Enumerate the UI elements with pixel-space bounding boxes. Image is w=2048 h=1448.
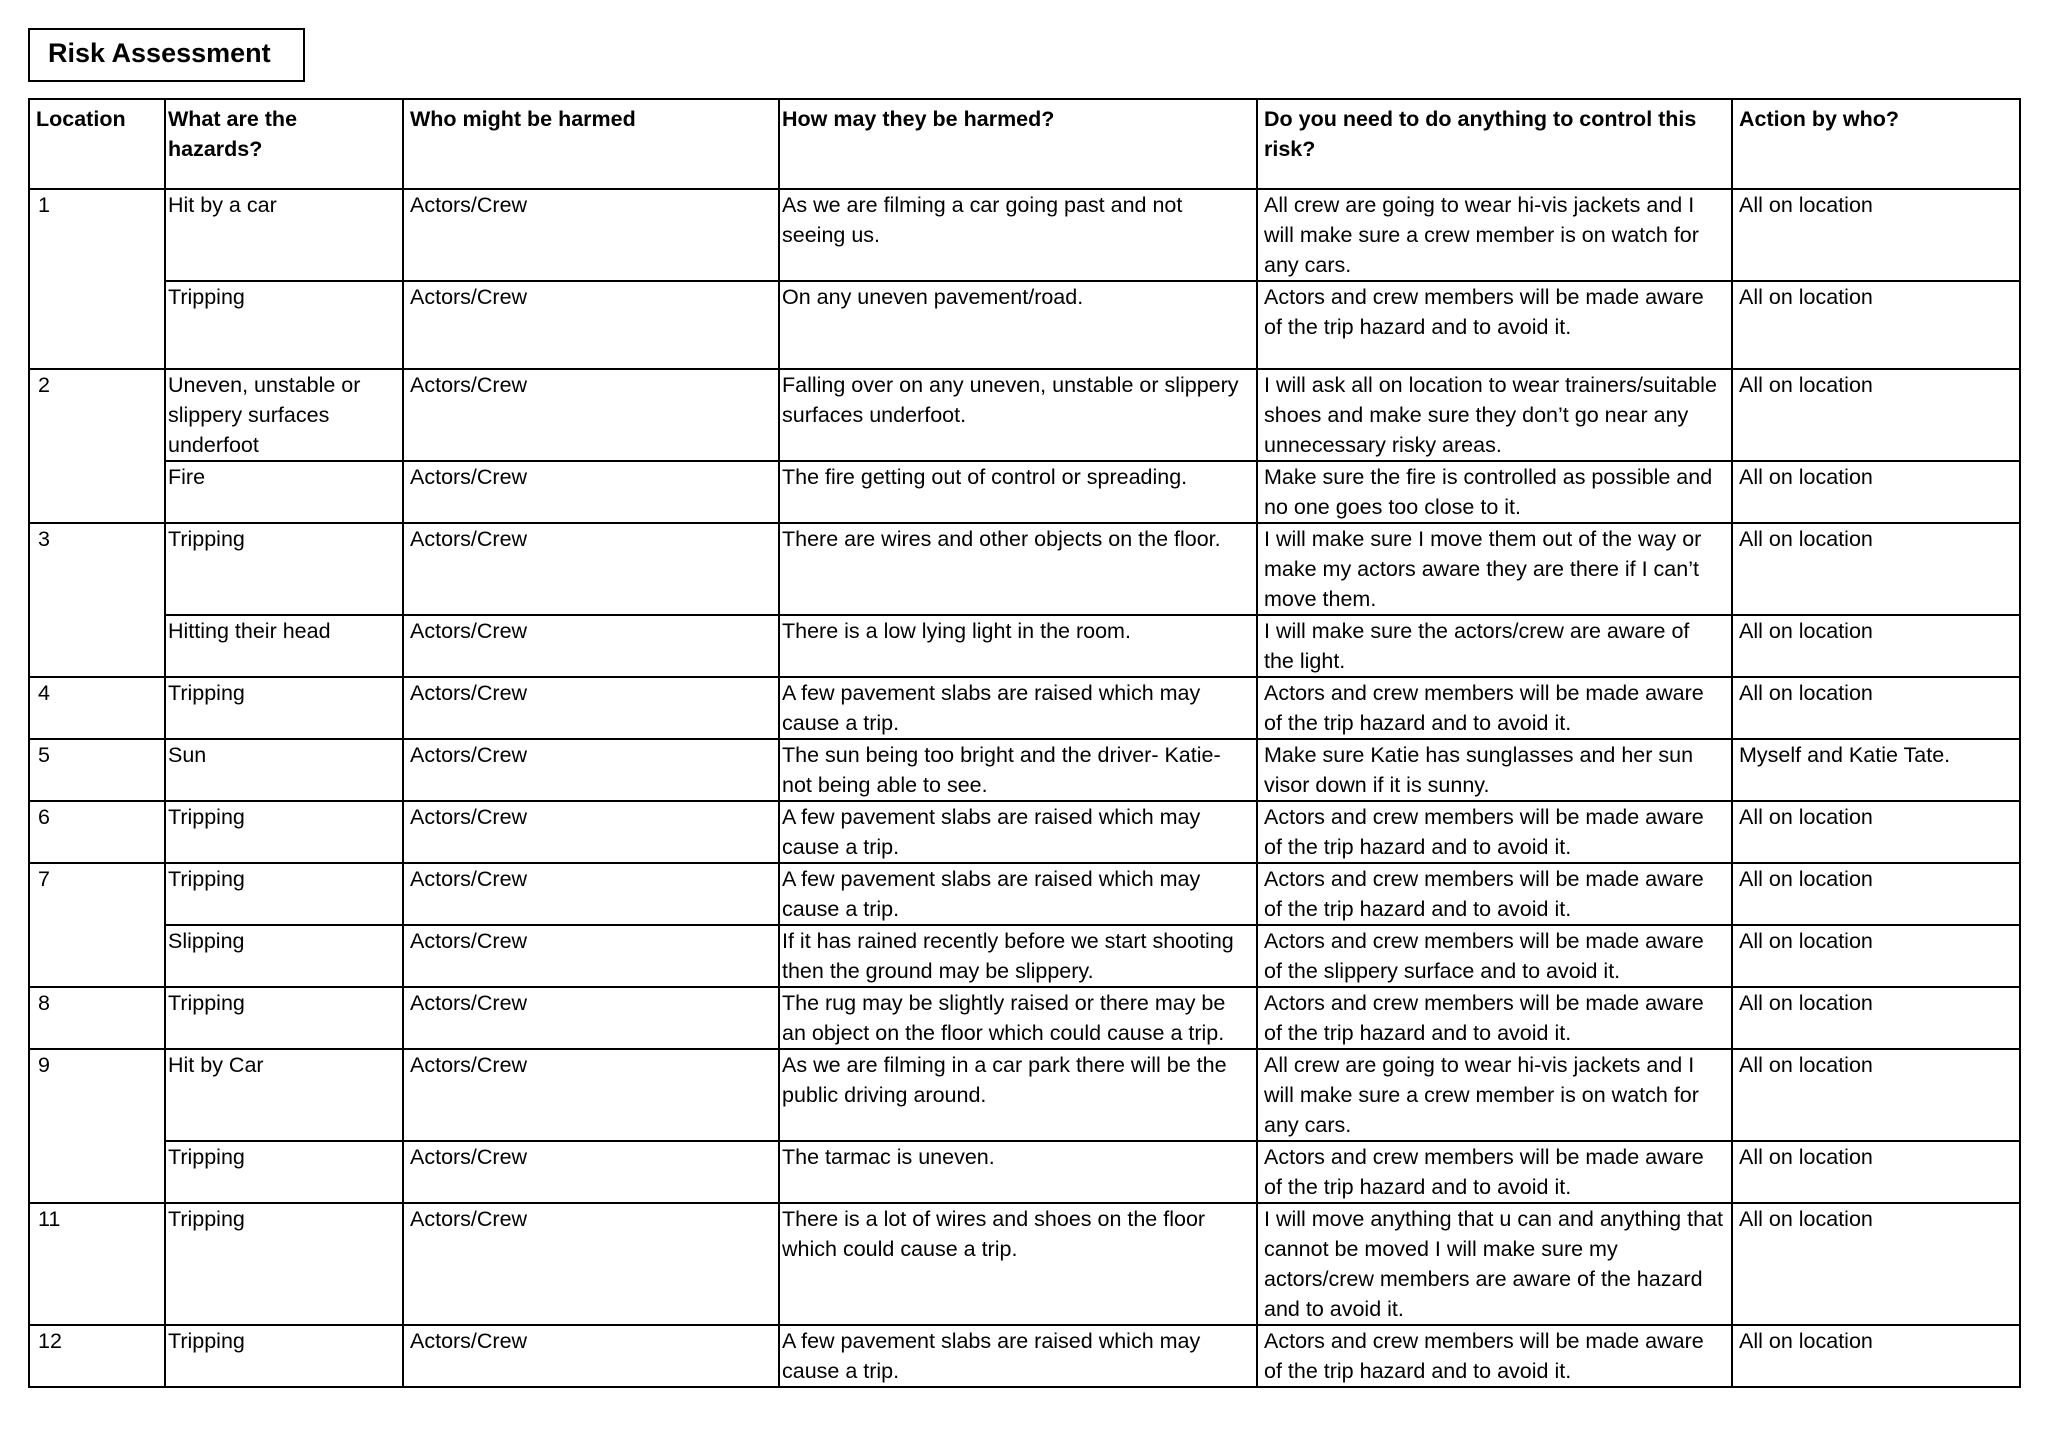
table-row xyxy=(29,863,2020,925)
location-cell xyxy=(29,281,165,369)
table-row xyxy=(29,369,2020,461)
location-cell xyxy=(29,615,165,677)
action-cell: All on location xyxy=(1732,369,2020,461)
hazard-cell: Tripping xyxy=(165,523,403,615)
control-cell: I will make sure I move them out of the way or make my actors aware they are there if I can’t move them. xyxy=(1257,523,1732,615)
control-cell: Actors and crew members will be made aware of the trip hazard and to avoid it. xyxy=(1257,677,1732,739)
location-cell xyxy=(29,925,165,987)
who-cell: Actors/Crew xyxy=(403,1325,779,1387)
who-cell: Actors/Crew xyxy=(403,369,779,461)
who-cell: Actors/Crew xyxy=(403,523,779,615)
control-cell: I will ask all on location to wear trainers/suitable shoes and make sure they don’t go near any unnecessary risky areas. xyxy=(1257,369,1732,461)
table-row xyxy=(29,801,2020,863)
how-cell: There is a low lying light in the room. xyxy=(779,615,1257,677)
table-row xyxy=(29,615,2020,677)
table-row xyxy=(29,189,2020,281)
action-cell: All on location xyxy=(1732,615,2020,677)
hazard-cell: Tripping xyxy=(165,801,403,863)
header-control: Do you need to do anything to control this risk? xyxy=(1257,99,1732,189)
header-how: How may they be harmed? xyxy=(779,99,1257,189)
table-row xyxy=(29,925,2020,987)
how-cell: Falling over on any uneven, unstable or slippery surfaces underfoot. xyxy=(779,369,1257,461)
table-row xyxy=(29,1141,2020,1203)
how-cell: There is a lot of wires and shoes on the floor which could cause a trip. xyxy=(779,1203,1257,1325)
how-cell: On any uneven pavement/road. xyxy=(779,281,1257,369)
table-row xyxy=(29,461,2020,523)
hazard-cell: Tripping xyxy=(165,863,403,925)
hazard-cell: Hit by Car xyxy=(165,1049,403,1141)
location-cell: 9 xyxy=(29,1049,165,1141)
who-cell: Actors/Crew xyxy=(403,801,779,863)
action-cell: All on location xyxy=(1732,189,2020,281)
how-cell: If it has rained recently before we start shooting then the ground may be slippery. xyxy=(779,925,1257,987)
how-cell: The tarmac is uneven. xyxy=(779,1141,1257,1203)
how-cell: The fire getting out of control or spreading. xyxy=(779,461,1257,523)
control-cell: Actors and crew members will be made aware of the trip hazard and to avoid it. xyxy=(1257,801,1732,863)
action-cell: All on location xyxy=(1732,801,2020,863)
location-cell: 6 xyxy=(29,801,165,863)
control-cell: Actors and crew members will be made aware of the trip hazard and to avoid it. xyxy=(1257,987,1732,1049)
how-cell: There are wires and other objects on the floor. xyxy=(779,523,1257,615)
table-row xyxy=(29,523,2020,615)
control-cell: Actors and crew members will be made aware of the slippery surface and to avoid it. xyxy=(1257,925,1732,987)
who-cell: Actors/Crew xyxy=(403,987,779,1049)
control-cell: Actors and crew members will be made aware of the trip hazard and to avoid it. xyxy=(1257,1141,1732,1203)
how-cell: A few pavement slabs are raised which may cause a trip. xyxy=(779,1325,1257,1387)
hazard-cell: Hitting their head xyxy=(165,615,403,677)
header-action: Action by who? xyxy=(1732,99,2020,189)
location-cell: 11 xyxy=(29,1203,165,1325)
action-cell: All on location xyxy=(1732,863,2020,925)
table-row xyxy=(29,1325,2020,1387)
location-cell: 7 xyxy=(29,863,165,925)
location-cell: 12 xyxy=(29,1325,165,1387)
how-cell: The sun being too bright and the driver- Katie- not being able to see. xyxy=(779,739,1257,801)
how-cell: A few pavement slabs are raised which may cause a trip. xyxy=(779,677,1257,739)
location-cell: 2 xyxy=(29,369,165,461)
hazard-cell: Fire xyxy=(165,461,403,523)
document-title: Risk Assessment xyxy=(48,38,271,68)
who-cell: Actors/Crew xyxy=(403,925,779,987)
location-cell xyxy=(29,1141,165,1203)
action-cell: All on location xyxy=(1732,281,2020,369)
who-cell: Actors/Crew xyxy=(403,615,779,677)
how-cell: The rug may be slightly raised or there may be an object on the floor which could cause a trip. xyxy=(779,987,1257,1049)
location-cell: 5 xyxy=(29,739,165,801)
action-cell: All on location xyxy=(1732,925,2020,987)
action-cell: All on location xyxy=(1732,523,2020,615)
control-cell: Actors and crew members will be made aware of the trip hazard and to avoid it. xyxy=(1257,281,1732,369)
control-cell: All crew are going to wear hi-vis jackets and I will make sure a crew member is on watch for any cars. xyxy=(1257,189,1732,281)
hazard-cell: Tripping xyxy=(165,677,403,739)
table-row xyxy=(29,677,2020,739)
hazard-cell: Tripping xyxy=(165,1141,403,1203)
who-cell: Actors/Crew xyxy=(403,281,779,369)
control-cell: Actors and crew members will be made aware of the trip hazard and to avoid it. xyxy=(1257,1325,1732,1387)
header-location: Location xyxy=(29,99,165,189)
document-title-box xyxy=(28,28,305,82)
action-cell: All on location xyxy=(1732,677,2020,739)
how-cell: As we are filming in a car park there will be the public driving around. xyxy=(779,1049,1257,1141)
location-cell xyxy=(29,461,165,523)
control-cell: Make sure the fire is controlled as possible and no one goes too close to it. xyxy=(1257,461,1732,523)
table-row xyxy=(29,987,2020,1049)
hazard-cell: Slipping xyxy=(165,925,403,987)
header-hazards: What are the hazards? xyxy=(165,99,403,189)
action-cell: All on location xyxy=(1732,1325,2020,1387)
action-cell: All on location xyxy=(1732,1049,2020,1141)
how-cell: A few pavement slabs are raised which may cause a trip. xyxy=(779,863,1257,925)
control-cell: Make sure Katie has sunglasses and her sun visor down if it is sunny. xyxy=(1257,739,1732,801)
who-cell: Actors/Crew xyxy=(403,863,779,925)
risk-assessment-table xyxy=(28,98,2021,1388)
who-cell: Actors/Crew xyxy=(403,677,779,739)
hazard-cell: Tripping xyxy=(165,281,403,369)
action-cell: All on location xyxy=(1732,987,2020,1049)
how-cell: A few pavement slabs are raised which may cause a trip. xyxy=(779,801,1257,863)
table-row xyxy=(29,1203,2020,1325)
control-cell: All crew are going to wear hi-vis jackets and I will make sure a crew member is on watch for any cars. xyxy=(1257,1049,1732,1141)
location-cell: 3 xyxy=(29,523,165,615)
table-row xyxy=(29,1049,2020,1141)
action-cell: All on location xyxy=(1732,1203,2020,1325)
action-cell: Myself and Katie Tate. xyxy=(1732,739,2020,801)
location-cell: 4 xyxy=(29,677,165,739)
hazard-cell: Tripping xyxy=(165,1325,403,1387)
control-cell: I will make sure the actors/crew are aware of the light. xyxy=(1257,615,1732,677)
hazard-cell: Hit by a car xyxy=(165,189,403,281)
header-who: Who might be harmed xyxy=(403,99,779,189)
how-cell: As we are filming a car going past and not seeing us. xyxy=(779,189,1257,281)
table-row xyxy=(29,281,2020,369)
action-cell: All on location xyxy=(1732,1141,2020,1203)
hazard-cell: Tripping xyxy=(165,987,403,1049)
control-cell: I will move anything that u can and anything that cannot be moved I will make sure my actors/crew members are aware of the hazard and to avoid it. xyxy=(1257,1203,1732,1325)
table-header-row xyxy=(29,99,2020,189)
location-cell: 1 xyxy=(29,189,165,281)
hazard-cell: Uneven, unstable or slippery surfaces underfoot xyxy=(165,369,403,461)
who-cell: Actors/Crew xyxy=(403,739,779,801)
who-cell: Actors/Crew xyxy=(403,1203,779,1325)
who-cell: Actors/Crew xyxy=(403,189,779,281)
table-row xyxy=(29,739,2020,801)
who-cell: Actors/Crew xyxy=(403,1141,779,1203)
hazard-cell: Sun xyxy=(165,739,403,801)
action-cell: All on location xyxy=(1732,461,2020,523)
control-cell: Actors and crew members will be made aware of the trip hazard and to avoid it. xyxy=(1257,863,1732,925)
who-cell: Actors/Crew xyxy=(403,1049,779,1141)
who-cell: Actors/Crew xyxy=(403,461,779,523)
location-cell: 8 xyxy=(29,987,165,1049)
hazard-cell: Tripping xyxy=(165,1203,403,1325)
